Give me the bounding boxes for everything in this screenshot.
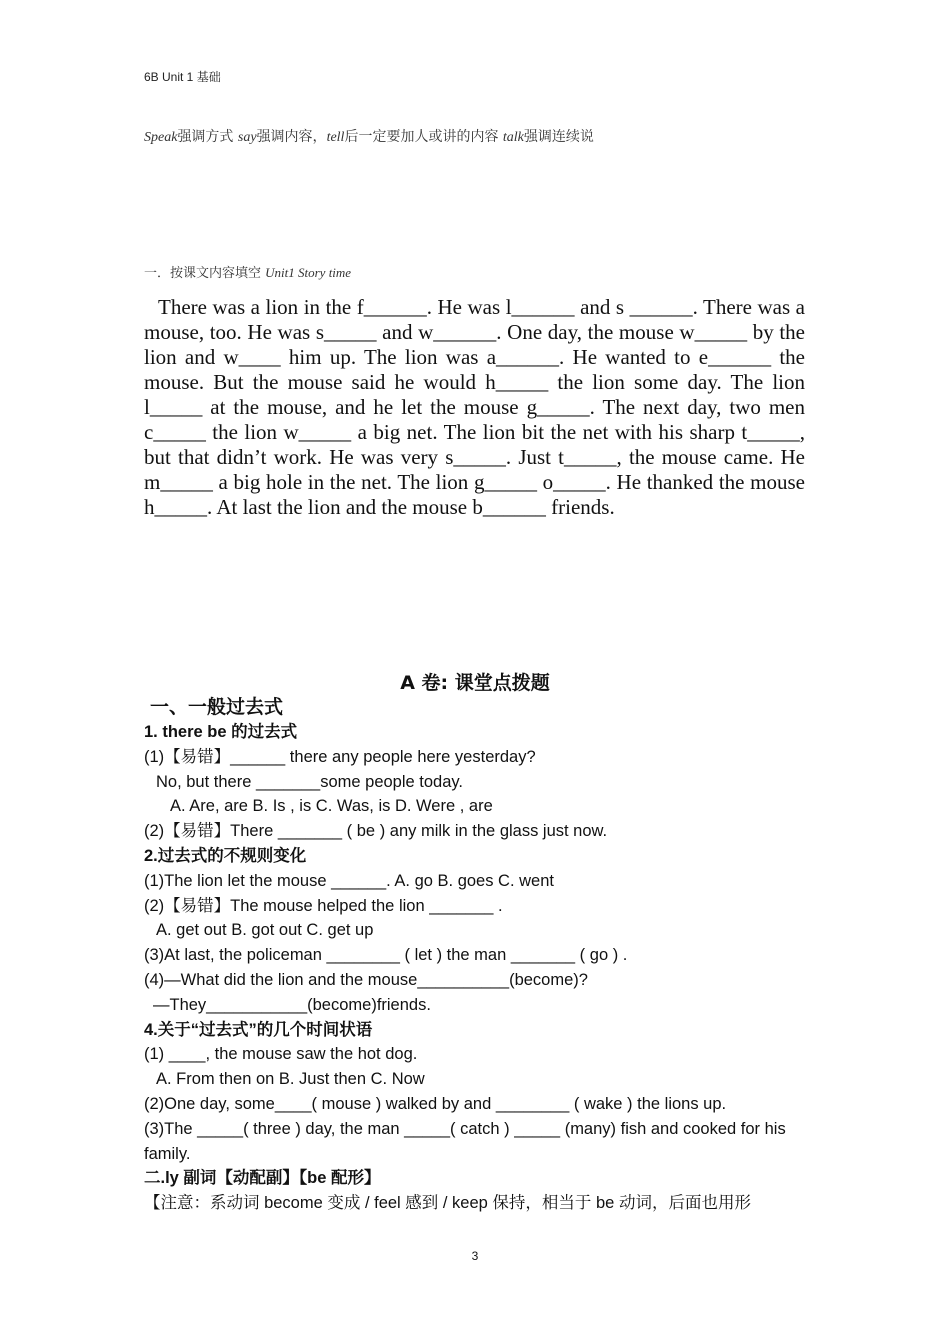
question-2-4: (4)—What did the lion and the mouse__________(become)? [144,970,588,989]
word-tell: tell [326,130,345,145]
question-2-2: (2)【易错】The mouse helped the lion _______ . [144,896,503,915]
question-4-1-options: A. From then on B. Just then C. Now [156,1070,425,1089]
usage-note: Speak强调方式 say强调内容，tell后一定要加人或讲的内容 talk强调连续说 [144,129,594,145]
question-1-1-line-2: No, but there _______some people today. [156,772,463,791]
past-tense-heading: 一、一般过去式 [150,696,284,718]
question-2-3: (3)At last, the policeman ________ ( let ) the man _______ ( go ) . [144,946,628,965]
word-say: say [237,130,257,145]
page-number: 3 [471,1249,479,1263]
question-4-3-line-2: family. [144,1144,191,1163]
question-2-1: (1)The lion let the mouse ______. A. go B. goes C. went [144,871,554,890]
topic-1-heading: 1. there be 的过去式 [144,723,298,741]
question-2-2-options: A. get out B. got out C. get up [156,921,374,940]
section-a-title: A 卷: 课堂点拨题 [400,672,550,694]
story-cloze-paragraph: There was a lion in the f______. He was l______ and s ______. There was a mouse, too. He was s_____ and w______. One day, the mouse w_____ by the lion and w____ him up. The lion was a______. He wanted to e______ the mouse. But the mouse said he would h_____ the lion some day. The lion l_____ at the mouse, and he let the mouse g_____. The next day, two men c_____ the lion w_____ a big net. The lion bit the net with his sharp t_____, but that didn’t work. He was very s_____. Just t_____, the mouse came. He m_____ a big hole in the net. The lion g_____ o_____. He thanked the mouse h_____. At last the lion and the mouse b______ friends. [144,295,805,519]
attention-note: 【注意：系动词 become 变成 / feel 感到 / keep 保持，相当于 be 动词，后面也用形 [144,1194,751,1213]
section-1-heading: 一．按课文内容填空 Unit1 Story time [144,265,352,281]
page-header: 6B Unit 1 基础 [144,70,221,84]
question-4-2: (2)One day, some____( mouse ) walked by and ________ ( wake ) the lions up. [144,1094,727,1113]
topic-4-heading: 4.关于“过去式”的几个时间状语 [144,1020,373,1039]
section-a-content [144,694,806,1216]
question-2-4-line-2: —They___________(become)friends. [153,995,431,1014]
word-talk: talk [502,130,524,145]
question-1-2: (2)【易错】There _______ ( be ) any milk in the glass just now. [144,822,608,841]
section-1-subtitle: Unit1 Story time [265,265,352,280]
question-1-1: (1)【易错】______ there any people here yesterday? [144,747,536,766]
section-2-heading: 二.ly 副词【动配副】【be 配形】 [144,1169,381,1188]
question-4-3: (3)The _____( three ) day, the man _____( catch ) _____ (many) fish and cooked for his [144,1119,786,1138]
question-1-1-options: A. Are, are B. Is , is C. Was, is D. Were , are [170,797,493,816]
word-speak: Speak [144,130,178,145]
question-4-1: (1) ____, the mouse saw the hot dog. [144,1045,418,1064]
topic-2-heading: 2.过去式的不规则变化 [144,846,307,865]
